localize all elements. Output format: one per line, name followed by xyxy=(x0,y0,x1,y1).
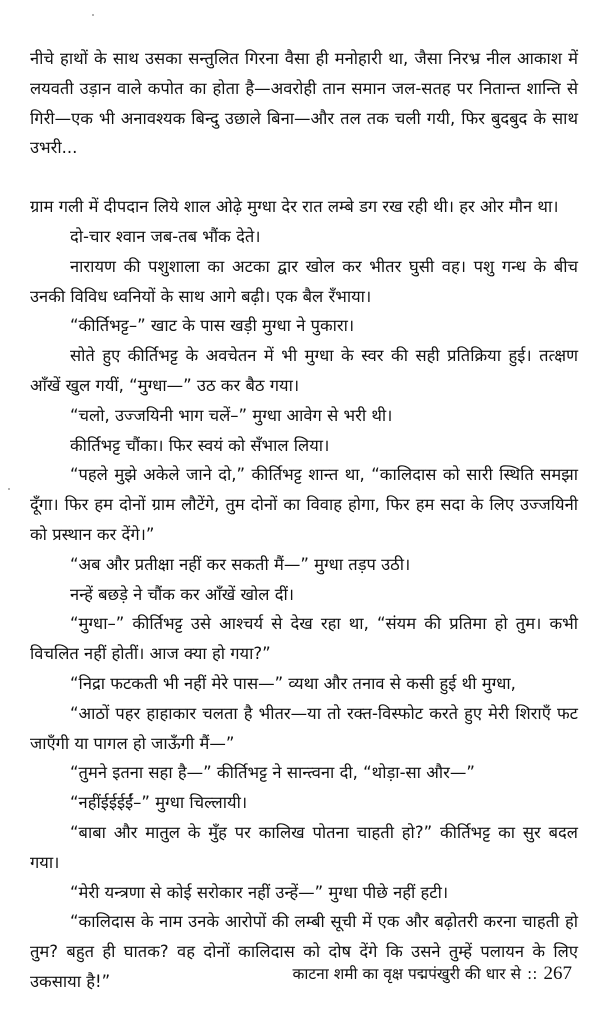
paragraph: सोते हुए कीर्तिभट्ट के अवचेतन में भी मुग्धा के स्वर की सही प्रतिक्रिया हुई। तत्क्षण आँखें खुल गयीं, “मुग्धा—” उठ कर बैठ गया। xyxy=(30,346,578,395)
page-number: 267 xyxy=(543,963,572,984)
paragraph: “मेरी यन्त्रणा से कोई सरोकार नहीं उन्हें—” मुग्धा पीछे नहीं हटी। xyxy=(70,882,449,902)
scan-speck xyxy=(8,488,10,490)
book-title: काटना शमी का वृक्ष पद्मपंखुरी की धार से xyxy=(292,965,522,983)
paragraph: नन्हें बछड़े ने चौंक कर आँखें खोल दीं। xyxy=(70,584,294,604)
scan-speck xyxy=(92,14,94,16)
paragraph: “कीर्तिभट्ट–” खाट के पास खड़ी मुग्धा ने पुकारा। xyxy=(70,316,355,336)
paragraph: “अब और प्रतीक्षा नहीं कर सकती मैं—” मुग्धा तड़प उठी। xyxy=(70,554,411,574)
paragraph: “पहले मुझे अकेले जाने दो,” कीर्तिभट्ट शान्त था, “कालिदास को सारी स्थिति समझा दूँगा। फिर हम दोनों ग्राम लौटेंगे, तुम दोनों का विवाह होगा, फिर हम सदा के लिए उज्जयिनी को प्रस्थान कर देंगे।” xyxy=(30,465,578,544)
paragraph: “मुग्धा–” कीर्तिभट्ट उसे आश्चर्य से देख रहा था, “संयम की प्रतिमा हो तुम। कभी विचलित नहीं होतीं। आज क्या हो गया?” xyxy=(30,614,578,664)
paragraph: ग्राम गली में दीपदान लिये शाल ओढ़े मुग्धा देर रात लम्बे डग रख रही थी। हर ओर मौन था। xyxy=(30,197,559,217)
paragraph: “आठों पहर हाहाकार चलता है भीतर—या तो रक्त-विस्फोट करते हुए मेरी शिराएँ फट जाएँगी या पागल हो जाऊँगी मैं—” xyxy=(30,703,578,753)
running-footer xyxy=(292,962,572,985)
paragraph: नीचे हाथों के साथ उसका सन्तुलित गिरना वैसा ही मनोहारी था, जैसा निरभ्र नील आकाश में लयवती उड़ान वाले कपोत का होता है—अवरोही तान समान जल-सतह पर नितान्त शान्ति से गिरी—एक भी अनावश्यक बिन्दु उछाले बिना—और तल तक चली गयी, फिर बुदबुद के साथ उभरी... xyxy=(30,49,578,158)
paragraph: कीर्तिभट्ट चौंका। फिर स्वयं को सँभाल लिया। xyxy=(70,435,330,455)
paragraph: “बाबा और मातुल के मुँह पर कालिख पोतना चाहती हो?” कीर्तिभट्ट का सुर बदल गया। xyxy=(30,822,578,872)
body-text xyxy=(30,44,578,997)
paragraph: नारायण की पशुशाला का अटका द्वार खोल कर भीतर घुसी वह। पशु गन्ध के बीच उनकी विविध ध्वनियों के साथ आगे बढ़ी। एक बैल रँभाया। xyxy=(30,256,578,306)
paragraph: दो-चार श्वान जब-तब भौंक देते। xyxy=(70,226,261,246)
paragraph: “तुमने इतना सहा है—” कीर्तिभट्ट ने सान्त्वना दी, “थोड़ा-सा और—” xyxy=(70,763,475,783)
paragraph: “नहींईईईईं–” मुग्धा चिल्लायी। xyxy=(70,793,248,813)
paragraph: “कालिदास के नाम उनके आरोपों की लम्बी सूची में एक और बढ़ोतरी करना चाहती हो तुम? बहुत ही घातक? वह दोनों कालिदास को दोष देंगे कि उसने तुम्हें पलायन के लिए उकसाया है!” xyxy=(30,912,578,991)
paragraph: “चलो, उज्जयिनी भाग चलें–” मुग्धा आवेग से भरी थी। xyxy=(70,405,393,425)
paragraph: “निद्रा फटकती भी नहीं मेरे पास—” व्यथा और तनाव से कसी हुई थी मुग्धा, xyxy=(70,673,516,693)
footer-separator: :: xyxy=(527,965,538,983)
